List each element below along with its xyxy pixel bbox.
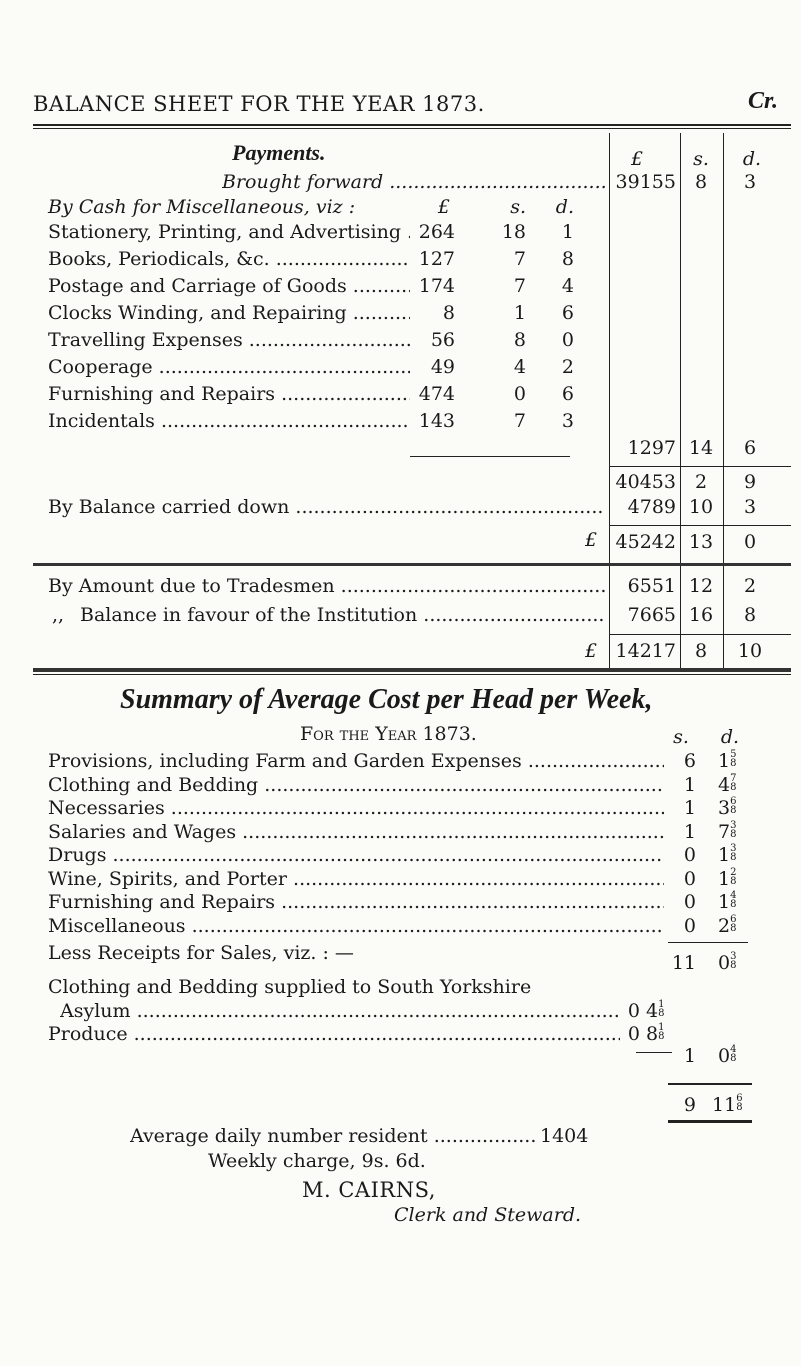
summary-d-head: d. [720,726,740,748]
pence-col-head: d. [742,148,762,170]
misc-item-shillings: 7 [513,275,526,297]
summary-item-d: 13 8 [718,843,737,866]
misc-item-label: Postage and Carriage of Goods ..... [48,275,416,297]
summary-item-d: 12 8 [718,866,737,890]
header-rule [33,124,791,126]
brought-forward-pence: 3 [743,171,757,193]
bottom-divider [33,668,791,672]
amounts-total-symbol: £ [585,640,598,662]
summary-item-d: 26 8 [718,913,737,937]
summary-item-s: 1 [664,797,696,819]
misc-total-shillings: 14 [688,437,714,459]
pounds-col-head: £ [630,148,644,170]
brought-forward-shillings: 8 [694,171,708,193]
summary-item-label: Clothing and Bedding ..... [48,774,666,796]
avg-value: 1404 [540,1125,589,1147]
misc-item-pence: 1 [561,221,574,243]
misc-item-pounds: 174 [410,275,455,297]
misc-item-label: Furnishing and Repairs ..... [48,383,416,405]
summary-item-s: 6 [664,750,696,772]
misc-item-shillings: 7 [513,248,526,270]
tradesmen-pence: 2 [743,575,757,597]
less-label: Less Receipts for Sales, viz. : — [48,942,354,964]
misc-total-pence: 6 [743,437,757,459]
subtotal-rule [609,466,791,467]
amounts-total-rule [609,634,791,635]
subtotal-pence: 9 [743,471,757,493]
misc-item-label: Cooperage ..... [48,356,416,378]
balance-shillings: 10 [688,496,714,518]
avg-label: Average daily number resident ..... [130,1125,538,1147]
summary-item-d: 47 8 [718,772,737,796]
misc-item-shillings: 18 [501,221,526,243]
summary-item-d: 36 8 [718,796,737,819]
weekly-charge: Weekly charge, 9s. 6d. [208,1150,426,1172]
balance-label: By Balance carried down ..... [48,496,605,518]
receipts-total-d: 04 8 [718,1044,737,1067]
misc-item-pounds: 264 [410,221,455,243]
payments-total-symbol: £ [585,529,598,551]
receipt-item-s: 0 [620,1023,640,1045]
misc-item-label: Incidentals ..... [48,410,416,432]
misc-item-pence: 3 [561,410,574,432]
payments-total-shillings: 13 [688,531,714,553]
page-title: BALANCE SHEET FOR THE YEAR 1873. [33,92,485,116]
section-divider [33,563,791,566]
summary-item-s: 0 [664,891,696,913]
header-rule-thin [33,128,791,129]
balance-pounds: 4789 [627,496,676,518]
misc-item-shillings: 4 [513,356,526,378]
summary-item-s: 0 [664,915,696,937]
misc-pounds-head: £ [437,196,450,218]
amounts-total-pounds: 14217 [615,640,676,662]
summary-item-label: Necessaries ..... [48,797,666,819]
receipt-item-label: Produce ..... [48,1023,620,1045]
misc-item-pence: 6 [561,383,574,405]
misc-item-pence: 2 [561,356,574,378]
receipt-item-label: Asylum ..... [60,1000,620,1022]
subtotal-pounds: 40453 [615,471,676,493]
misc-item-pence: 8 [561,248,574,270]
brought-forward-label: Brought forward ..... [222,171,605,193]
payments-total-pounds: 45242 [615,531,676,553]
balance-pence: 3 [743,496,757,518]
summary-item-s: 1 [664,821,696,843]
misc-heading: By Cash for Miscellaneous, viz : [48,196,356,218]
summary-item-s: 0 [664,868,696,890]
amounts-total-shillings: 8 [694,640,708,662]
summary-s-head: s. [673,726,689,748]
misc-item-shillings: 1 [513,302,526,324]
misc-item-label: Stationery, Printing, and Advertising ..... [48,221,416,243]
misc-item-pounds: 127 [410,248,455,270]
summary-item-label: Miscellaneous ..... [48,915,666,937]
summary-year: For the Year 1873. [300,723,477,745]
summary-item-label: Salaries and Wages ..... [48,821,666,843]
misc-item-pounds: 56 [410,329,455,351]
balance-favour-label: Balance in favour of the Institution ..... [80,604,605,626]
misc-item-pence: 6 [561,302,574,324]
net-d: 116 8 [712,1093,743,1116]
receipts-total-s: 1 [683,1045,696,1067]
receipt-label-line1: Clothing and Bedding supplied to South Yorkshire [48,976,532,998]
gross-d: 03 8 [718,951,737,974]
summary-item-label: Wine, Spirits, and Porter ..... [48,868,666,890]
summary-item-s: 1 [664,774,696,796]
summary-item-s: 0 [664,844,696,866]
pounds-col-rule [609,133,610,668]
net-double-rule [668,1120,752,1123]
misc-item-shillings: 0 [513,383,526,405]
summary-item-d: 14 8 [718,890,737,913]
misc-item-label: Clocks Winding, and Repairing ..... [48,302,416,324]
misc-item-label: Travelling Expenses ..... [48,329,416,351]
balance-favour-pounds: 7665 [627,604,676,626]
total-rule [609,525,791,526]
ditto-mark: ,, [52,604,65,626]
misc-item-pence: 4 [561,275,574,297]
summary-item-label: Provisions, including Farm and Garden Expenses ..... [48,750,666,772]
balance-favour-pence: 8 [743,604,757,626]
signature-title: Clerk and Steward. [394,1204,582,1226]
summary-item-label: Furnishing and Repairs ..... [48,891,666,913]
misc-item-pence: 0 [561,329,574,351]
summary-item-d: 15 8 [718,749,737,772]
net-rule [668,1083,752,1085]
gross-s: 11 [671,952,696,974]
amounts-total-pence: 10 [737,640,763,662]
misc-item-shillings: 7 [513,410,526,432]
summary-title: Summary of Average Cost per Head per Week, [120,684,653,715]
misc-pence-head: d. [555,196,574,218]
payments-heading: Payments. [232,140,326,165]
gross-rule [668,942,748,943]
misc-item-pounds: 474 [410,383,455,405]
net-s: 9 [683,1094,696,1116]
credit-side-label: Cr. [748,88,779,114]
summary-item-d: 73 8 [718,819,737,843]
shillings-col-head: s. [693,148,709,170]
misc-item-pounds: 8 [410,302,455,324]
misc-shillings-head: s. [510,196,526,218]
misc-item-shillings: 8 [513,329,526,351]
misc-total-rule [410,456,570,457]
receipt-item-d: 41 8 [646,999,665,1022]
tradesmen-shillings: 12 [688,575,714,597]
subtotal-shillings: 2 [694,471,708,493]
misc-total-pounds: 1297 [627,437,676,459]
balance-favour-shillings: 16 [688,604,714,626]
tradesmen-label: By Amount due to Tradesmen ..... [48,575,605,597]
receipt-item-s: 0 [620,1000,640,1022]
tradesmen-pounds: 6551 [627,575,676,597]
payments-total-pence: 0 [743,531,757,553]
receipt-item-d: 81 8 [646,1022,665,1045]
pence-col-rule [723,133,724,668]
signature-name: M. CAIRNS, [302,1178,436,1202]
summary-item-label: Drugs ..... [48,844,666,866]
misc-item-pounds: 49 [410,356,455,378]
brought-forward-pounds: 39155 [615,171,676,193]
misc-item-pounds: 143 [410,410,455,432]
misc-item-label: Books, Periodicals, &c. ..... [48,248,416,270]
bottom-divider-thin [33,674,791,675]
